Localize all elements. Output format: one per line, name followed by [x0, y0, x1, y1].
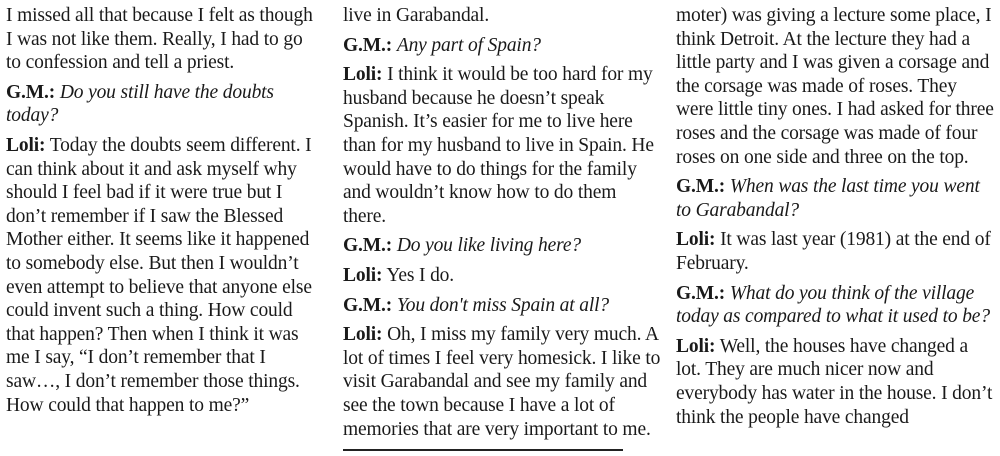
speaker-label: Loli: [676, 335, 716, 357]
paragraph [343, 294, 663, 318]
answer-text: It was last year (1981) at the end of February. [676, 229, 991, 274]
speaker-label: Loli: [6, 134, 46, 156]
question-text: Do you like living here? [396, 235, 581, 257]
question-text: What do you think of the village today as compared to what it used to be? [676, 282, 990, 328]
paragraph-text: moter) was giving a lecture some place, I think Detroit. At the lecture they had a little party and I was given a corsage and the corsage was made of roses. They were little tiny ones. I had asked for three roses and the corsage was made of four roses on one side and three on the top. [676, 5, 994, 168]
paragraph-text: I missed all that because I felt as though I was not like them. Really, I had to go to confession and tell a priest. [6, 5, 313, 74]
speaker-label: G.M.: [676, 176, 726, 198]
paragraph [343, 34, 663, 58]
paragraph [676, 335, 996, 429]
text-column-2 [343, 4, 663, 447]
paragraph [676, 282, 996, 329]
answer-text: Today the doubts seem different. I can think about it and ask myself why should I feel bad if it were true but I don’t remember if I saw the Blessed Mother either. It seems like it happened to somebody else. But then I wouldn’t even attempt to believe that anyone else could invent such a thing. How could that happen? Then when I think it was me I say, “I don’t remember that I saw…, I don’t remember those things. How could that happen to me?” [6, 134, 312, 416]
question-text: You don't miss Spain at all? [396, 294, 609, 316]
paragraph [343, 264, 663, 288]
speaker-label: G.M.: [343, 34, 393, 56]
answer-text: Oh, I miss my family very much. A lot of times I feel very homesick. I like to visit Garabandal and see my family and see the town because I have a lot of memories that are very important to me. [343, 324, 661, 440]
speaker-label: G.M.: [343, 235, 393, 257]
paragraph-text: live in Garabandal. [343, 5, 490, 26]
speaker-label: Loli: [343, 64, 383, 86]
speaker-label: Loli: [343, 264, 383, 286]
text-column-3 [676, 4, 996, 435]
paragraph [343, 234, 663, 258]
paragraph [343, 63, 663, 228]
speaker-label: G.M.: [343, 294, 393, 316]
paragraph [6, 4, 322, 75]
paragraph [343, 4, 663, 28]
paragraph [343, 323, 663, 441]
question-text: Any part of Spain? [396, 34, 541, 56]
paragraph [676, 4, 996, 169]
speaker-label: G.M.: [6, 81, 56, 103]
paragraph [676, 175, 996, 222]
speaker-label: G.M.: [676, 282, 726, 304]
speaker-label: Loli: [343, 324, 383, 346]
paragraph [6, 134, 322, 417]
paragraph [6, 81, 322, 128]
horizontal-rule [343, 449, 623, 451]
question-text: Do you still have the doubts today? [6, 81, 274, 127]
text-column-1 [6, 4, 322, 423]
paragraph [676, 228, 996, 275]
answer-text: I think it would be too hard for my husband because he doesn’t speak Spanish. It’s easier for me to live here than for my husband to live in Spain. He would have to do things for the family and wouldn’t know how to do them there. [343, 64, 654, 227]
speaker-label: Loli: [676, 229, 716, 251]
answer-text: Well, the houses have changed a lot. They are much nicer now and everybody has water in the house. I don’t think the people have changed [676, 335, 993, 428]
question-text: When was the last time you went to Garabandal? [676, 176, 980, 221]
answer-text: Yes I do. [386, 264, 455, 286]
